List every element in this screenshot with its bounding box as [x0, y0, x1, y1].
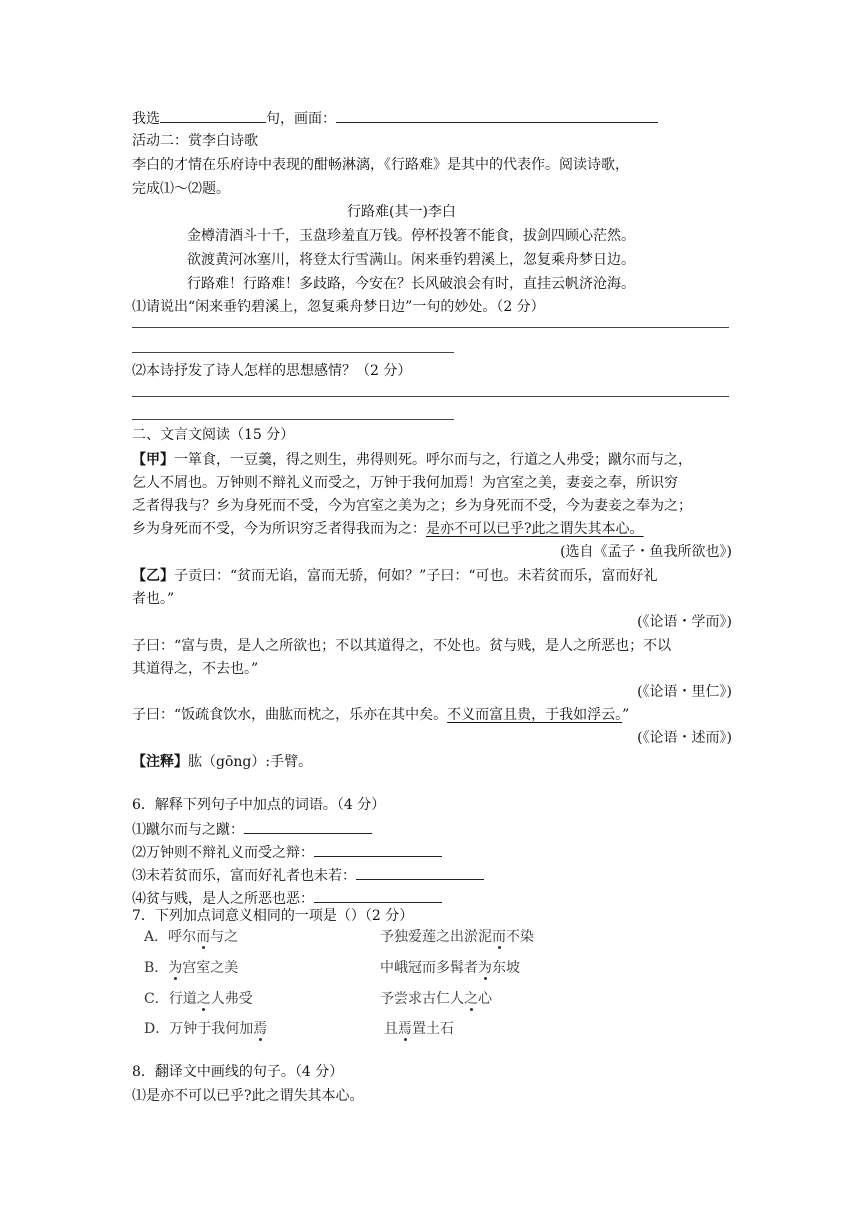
option-left-phrase: 行道之人弗受 — [168, 991, 253, 1007]
question-6-item: ⑴蹴尔而与之蹴： — [132, 819, 372, 839]
option-d-compare: 且焉置土石 — [384, 1021, 454, 1037]
option-left-phrase: 万钟于我何加焉 — [169, 1021, 268, 1037]
text-jia-line: 乏者得我与？乡为身死而不受，今为宫室之美为之；乡为身死而不受，今为妻妾之奉为之； — [132, 498, 692, 514]
option-left-phrase: 呼尔而与之 — [168, 929, 239, 945]
answer-rule[interactable] — [132, 419, 454, 420]
text-jia-line: 乞人不屑也。万钟则不辩礼义而受之，万钟于我何加焉！为宫室之美，妻妾之奉，所识穷 — [132, 475, 678, 491]
option-d[interactable]: D．万钟于我何加焉 — [144, 1021, 268, 1037]
question-7-title: 7．下列加点词意义相同的一项是（）（2 分） — [132, 908, 414, 924]
underlined-sentence: 不义而富且贵，于我如浮云。 — [447, 707, 623, 723]
answer-blank[interactable] — [244, 819, 372, 834]
answer-line-selection: 我选 句，画面： — [132, 108, 658, 128]
scene-blank[interactable] — [336, 108, 658, 123]
source-citation: (选自《孟子・鱼我所欲也》) — [560, 544, 732, 560]
text-zi-line: 子曰：“饭疏食饮水，曲肱而枕之，乐亦在其中矣。不义而富且贵，于我如浮云。” — [132, 707, 630, 723]
question-8-item: ⑴是亦不可以已乎?此之谓失其本心。 — [132, 1088, 364, 1104]
activity2-intro: 李白的才情在乐府诗中表现的酣畅淋漓，《行路难》是其中的代表作。阅读诗歌， — [132, 157, 629, 173]
answer-blank[interactable] — [356, 865, 484, 880]
yi-label: 【乙】 — [132, 568, 174, 584]
question-6-item: ⑷贫与贱，是人之所恶也恶： — [132, 888, 442, 908]
answer-rule[interactable] — [132, 352, 454, 353]
text-yi-line: 【乙】子贡曰：“贫而无谄，富而无骄，何如？”子曰：“可也。未若贫而乐，富而好礼 — [132, 568, 658, 584]
sentence-blank[interactable] — [160, 108, 266, 123]
answer-rule[interactable] — [132, 396, 729, 397]
answer-rule[interactable] — [132, 327, 729, 328]
option-left-phrase: 为宫室之美 — [168, 960, 239, 976]
source-citation: (《论语・学而》) — [637, 614, 732, 630]
text-jia-line: 乡为身死而不受，今为所识穷乏者得我而为之：是亦不可以已乎?此之谓失其本心。 — [132, 521, 644, 537]
poem-line: 金樽清酒斗十千，玉盘珍羞直万钱。停杯投箸不能食，拔剑四顾心茫然。 — [187, 228, 635, 244]
question-8-title: 8．翻译文中画线的句子。（4 分） — [132, 1064, 344, 1080]
answer-blank[interactable] — [314, 888, 442, 903]
source-citation: (《论语・里仁》) — [637, 684, 732, 700]
section-title: 二、文言文阅读（15 分） — [132, 427, 295, 443]
text-zi-line: 子曰：“富与贵，是人之所欲也；不以其道得之，不处也。贫与贱，是人之所恶也；不以 — [132, 638, 672, 654]
text-jia-line: 【甲】一箪食，一豆羹，得之则生，弗得则死。呼尔而与之，行道之人弗受；蹴尔而与之， — [132, 452, 692, 468]
option-a-compare: 予独爱莲之出淤泥而不染 — [380, 929, 534, 945]
option-c[interactable]: C．行道之人弗受 — [144, 991, 253, 1007]
poem-title: 行路难(其一)李白 — [347, 204, 456, 220]
poem-line: 欲渡黄河冰塞川，将登太行雪满山。闲来垂钓碧溪上，忽复乘舟梦日边。 — [187, 252, 635, 268]
note-label: 【注释】 — [132, 754, 188, 770]
jia-label: 【甲】 — [132, 452, 174, 468]
question-poem-2: ⑵本诗抒发了诗人怎样的思想感情？（2 分） — [132, 363, 412, 379]
activity2-intro-cont: 完成⑴～⑵题。 — [132, 181, 230, 197]
poem-line: 行路难！行路难！多歧路，今安在？长风破浪会有时，直挂云帆济沧海。 — [187, 276, 635, 292]
option-b-compare: 中峨冠而多髯者为东坡 — [380, 960, 520, 976]
text-yi-line: 者也。” — [132, 591, 175, 607]
question-6-item: ⑵万钟则不辩礼义而受之辩： — [132, 842, 442, 862]
underlined-sentence: 是亦不可以已乎?此之谓失其本心。 — [426, 521, 644, 537]
annotation: 【注释】肱（gōng）:手臂。 — [132, 754, 313, 770]
activity2-title: 活动二：赏李白诗歌 — [132, 133, 258, 149]
option-b[interactable]: B．为宫室之美 — [144, 960, 239, 976]
source-citation: (《论语・述而》) — [637, 730, 732, 746]
option-c-compare: 予尝求古仁人之心 — [380, 991, 492, 1007]
question-poem-1: ⑴请说出“闲来垂钓碧溪上，忽复乘舟梦日边”一句的妙处。（2 分） — [132, 299, 545, 315]
text-zi-line: 其道得之，不去也。” — [132, 661, 259, 677]
option-a[interactable]: A．呼尔而与之 — [144, 929, 239, 945]
question-6-title: 6．解释下列句子中加点的词语。（4 分） — [132, 797, 386, 813]
question-6-item: ⑶未若贫而乐，富而好礼者也未若： — [132, 865, 484, 885]
answer-blank[interactable] — [314, 842, 442, 857]
